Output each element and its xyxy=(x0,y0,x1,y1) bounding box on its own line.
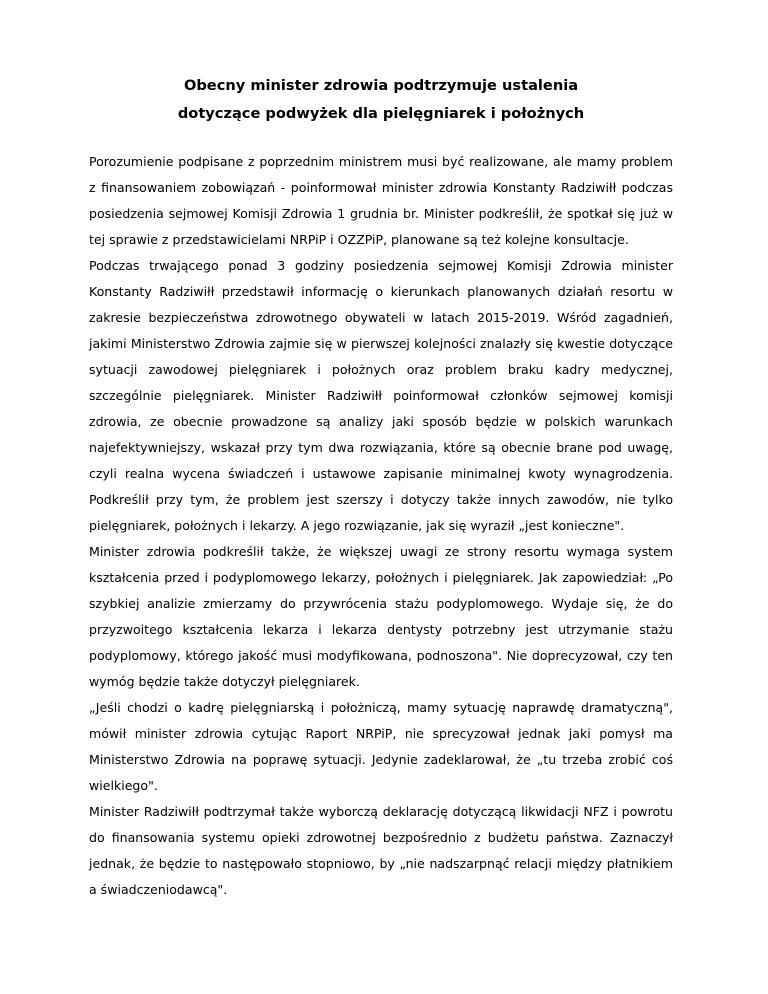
title-line-1: Obecny minister zdrowia podtrzymuje ustalenia xyxy=(183,77,579,94)
paragraph-5: Minister Radziwiłł podtrzymał także wyborczą deklarację dotyczącą likwidacji NFZ i powrotu do finansowania systemu opieki zdrowotnej bezpośrednio z budżetu państwa. Zaznaczył jednak, że będzie to następowało stopniowo, by „nie nadszarpnąć relacji między płatnikiem a świadczeniodawcą". xyxy=(89,804,673,897)
paragraph-4: „Jeśli chodzi o kadrę pielęgniarską i położniczą, mamy sytuację naprawdę dramatyczną", mówił minister zdrowia cytując Raport NRPiP, nie sprecyzował jednak jaki pomysł ma Ministerstwo Zdrowia na poprawę sytuacji. Jedynie zadeklarował, że „tu trzeba zrobić coś wielkiego". xyxy=(89,700,673,793)
paragraph-3: Minister zdrowia podkreślił także, że większej uwagi ze strony resortu wymaga system kształcenia przed i podyplomowego lekarzy, położnych i pielęgniarek. Jak zapowiedział: „Po szybkiej analizie zmierzamy do przywrócenia stażu podyplomowego. Wydaje się, że do przyzwoitego kształcenia lekarza i lekarza dentysty potrzebny jest utrzymanie stażu podyplomowy, którego jakość musi modyfikowana, podnoszona". Nie doprecyzował, czy ten wymóg będzie także dotyczył pielęgniarek. xyxy=(89,544,673,689)
paragraph-1: Porozumienie podpisane z poprzednim ministrem musi być realizowane, ale mamy problem z finansowaniem zobowiązań - poinformował minister zdrowia Konstanty Radziwiłł podczas posiedzenia sejmowej Komisji Zdrowia 1 grudnia br. Minister podkreślił, że spotkał się już w tej sprawie z przedstawicielami NRPiP i OZZPiP, planowane są też kolejne konsultacje. xyxy=(89,154,673,247)
paragraph-2: Podczas trwającego ponad 3 godziny posiedzenia sejmowej Komisji Zdrowia minister Konstanty Radziwiłł przedstawił informację o kierunkach planowanych działań resortu w zakresie bezpieczeństwa zdrowotnego obywateli w latach 2015-2019. Wśród zagadnień, jakimi Ministerstwo Zdrowia zajmie się w pierwszej kolejności znalazły się kwestie dotyczące sytuacji zawodowej pielęgniarek i położnych oraz problem braku kadry medycznej, szczególnie pielęgniarek. Minister Radziwiłł poinformował członków sejmowej komisji zdrowia, ze obecnie prowadzone są analizy jaki sposób będzie w polskich warunkach najefektywniejszy, wskazał przy tym dwa rozwiązania, które są obecnie brane pod uwagę, czyli realna wycena świadczeń i ustawowe zapisanie minimalnej kwoty wynagrodzenia. Podkreślił przy tym, że problem jest szerszy i dotyczy także innych zawodów, nie tylko pielęgniarek, położnych i lekarzy. A jego rozwiązanie, jak się wyraził „jest konieczne". xyxy=(89,258,673,533)
document-page xyxy=(89,72,673,903)
document-title xyxy=(89,72,673,128)
title-line-2: dotyczące podwyżek dla pielęgniarek i położnych xyxy=(177,105,585,122)
